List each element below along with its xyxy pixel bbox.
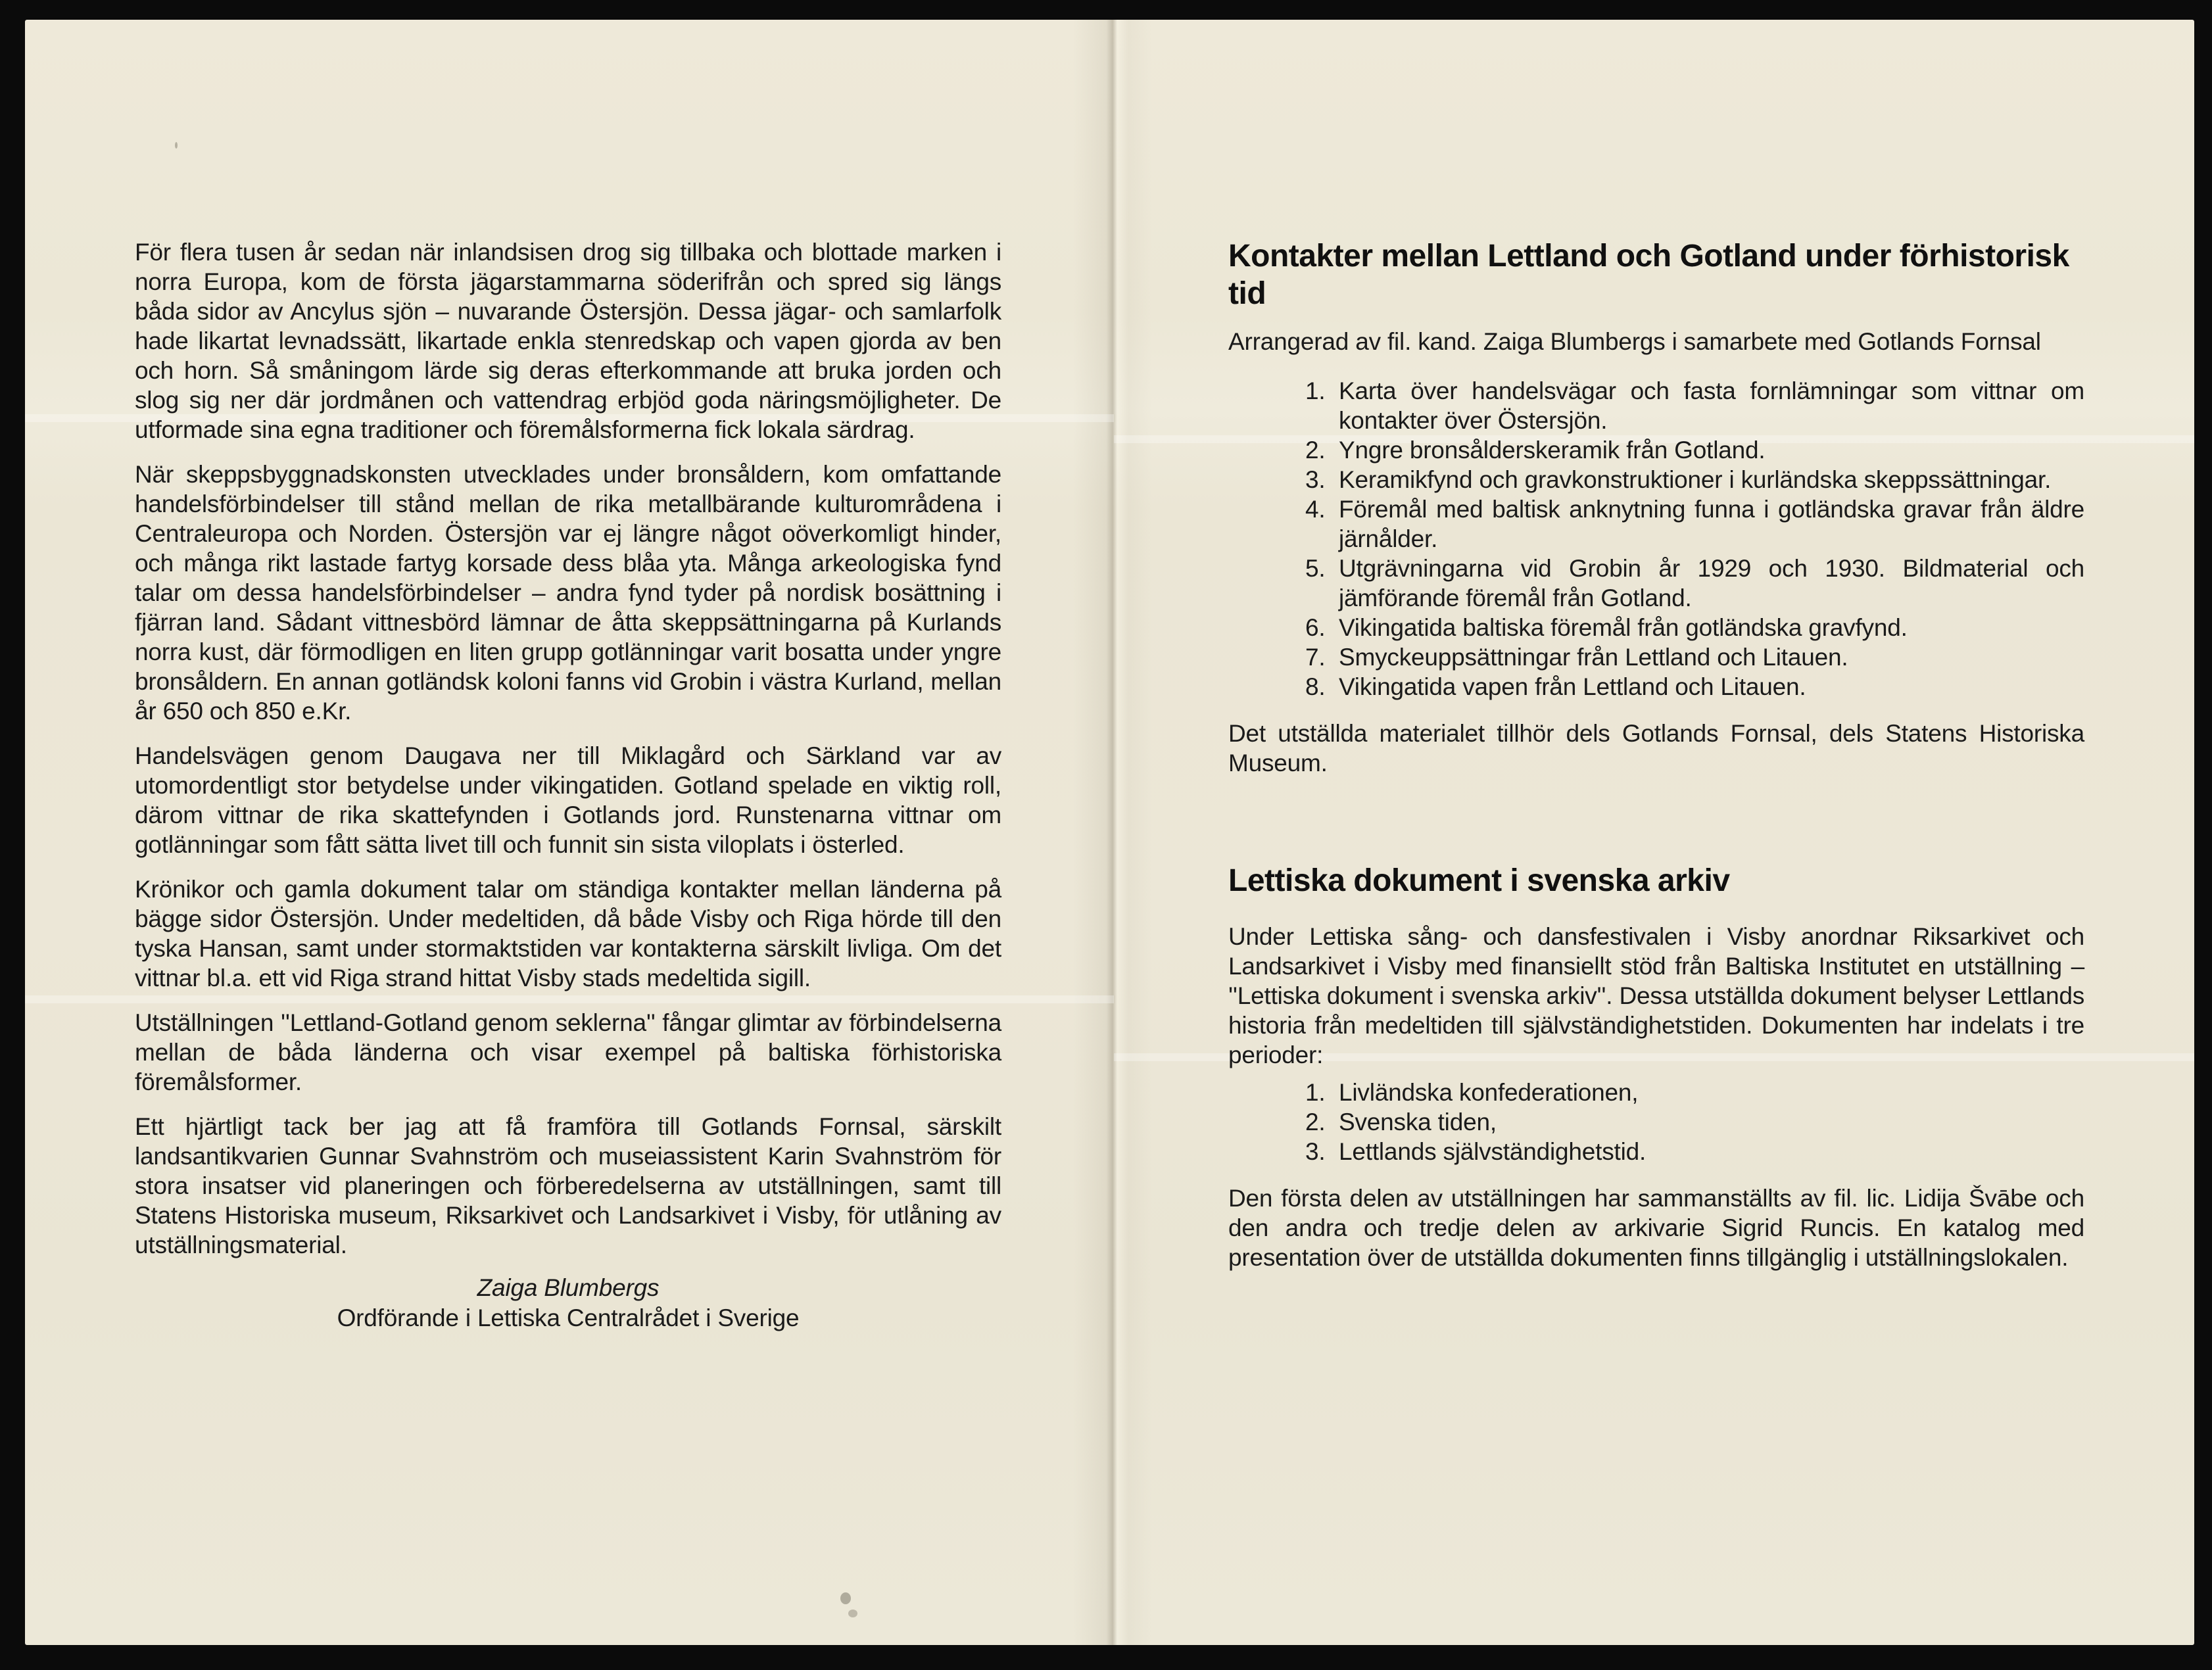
list-item xyxy=(1228,642,2084,672)
document-period-list xyxy=(1228,1078,2084,1166)
list-item-number: 3. xyxy=(1305,1138,1326,1165)
page-left xyxy=(135,237,1001,1333)
list-item xyxy=(1228,376,2084,435)
paragraph-exhibition-overview: Utställningen ''Lettland-Gotland genom seklerna'' fångar glimtar av förbindelserna mellan de båda länderna och visar exempel på baltiska förhistoriska föremålsformer. xyxy=(135,1009,1001,1095)
list-item xyxy=(1228,435,2084,465)
list-item-number: 2. xyxy=(1305,437,1326,464)
documents-outro-paragraph: Den första delen av utställningen har sammanställts av fil. lic. Lidija Švābe och den andra och tredje delen av arkivarie Sigrid Runcis. En katalog med presentation över de utställda dokumenten finns tillgänglig i utställningslokalen. xyxy=(1228,1185,2084,1271)
section-latvian-documents xyxy=(1228,862,2084,1272)
paragraph-viking-trade-route: Handelsvägen genom Daugava ner till Miklagård och Särkland var av utomordentligt stor betydelse under vikingatiden. Gotland spelade en viktig roll, därom vittnar de rika skattefynden i Gotlands jord. Runstenarna vittnar om gotlänningar som fått sätta livet till och funnit sin sista viloplats i österled. xyxy=(135,742,1001,858)
list-item-text: Lettlands självständighetstid. xyxy=(1339,1138,1647,1165)
list-item xyxy=(1228,672,2084,702)
section-heading-documents: Lettiska dokument i svenska arkiv xyxy=(1228,863,1730,898)
list-item-number: 1. xyxy=(1305,1079,1326,1106)
list-item-number: 4. xyxy=(1305,496,1326,523)
list-item xyxy=(1228,1078,2084,1107)
documents-intro-paragraph: Under Lettiska sång- och dansfestivalen i Visby anordnar Riksarkivet och Landsarkivet i Visby med finansiellt stöd från Baltiska Institutet en utställning – ''Lettiska dokument i svenska arkiv''. Dessa utställda dokument belyser Lettlands historia från medeltiden till självständighetstiden. Dokumenten har indelats i tre perioder: xyxy=(1228,923,2084,1068)
list-item-number: 2. xyxy=(1305,1109,1326,1135)
list-item xyxy=(1228,613,2084,642)
list-item xyxy=(1228,554,2084,613)
list-item xyxy=(1228,1137,2084,1166)
list-item-text: Yngre bronsålderskeramik från Gotland. xyxy=(1339,437,1766,464)
scan-speck xyxy=(175,142,178,149)
page-right xyxy=(1228,237,2084,1272)
paragraph-prehistory-intro: För flera tusen år sedan när inlandsisen drog sig tillbaka och blottade marken i norra Europa, kom de första jägarstammarna söderifrån och spred sig längs båda sidor av Ancylus sjön – nuvarande Östersjön. Dessa jägar- och samlarfolk hade likartat levnadssätt, likartade enkla stenredskap och vapen gjorda av ben och horn. Så småningom lärde sig deras efterkommande att bruka jorden och slog sig ner där jordmånen och vattendrag erbjöd goda näringsmöjligheter. De utformade sina egna traditioner och föremålsformerna fick lokala särdrag. xyxy=(135,239,1001,443)
scan-speck xyxy=(848,1610,857,1617)
list-item-number: 6. xyxy=(1305,614,1326,641)
paragraph-bronze-age-trade: När skeppsbyggnadskonsten utvecklades under bronsåldern, kom omfattande handelsförbindelser till stånd mellan de rika metallbärande kulturområdena i Centraleuropa och Norden. Östersjön var ej längre något oöverkomligt hinder, och många rikt lastade fartyg korsade dess blåa yta. Många arkeologiska fynd talar om dessa handelsförbindelser – andra fynd tyder på nordisk bosättning i fjärran land. Sådant vittnesbörd lämnar de åtta skeppsättningarna på Kurlands norra kust, där förmodligen en liten grupp gotlänningar varit bosatta under yngre bronsåldern. En annan gotländsk koloni fanns vid Grobin i västra Kurland, mellan år 650 och 850 e.Kr. xyxy=(135,461,1001,725)
material-ownership-note: Det utställda materialet tillhör dels Gotlands Fornsal, dels Statens Historiska Museum. xyxy=(1228,720,2084,776)
center-fold-crease xyxy=(1073,20,1152,1645)
list-item-number: 7. xyxy=(1305,644,1326,671)
list-item-text: Smyckeuppsättningar från Lettland och Litauen. xyxy=(1339,644,1848,671)
list-item-number: 8. xyxy=(1305,673,1326,700)
list-item xyxy=(1228,465,2084,494)
list-item-number: 1. xyxy=(1305,377,1326,404)
section-prehistoric-contacts xyxy=(1228,237,2084,778)
booklet-spread xyxy=(25,20,2194,1645)
list-item-text: Svenska tiden, xyxy=(1339,1109,1497,1135)
list-item-number: 5. xyxy=(1305,555,1326,582)
signature-name: Zaiga Blumbergs xyxy=(477,1274,660,1301)
list-item xyxy=(1228,1107,2084,1137)
list-item-text: Keramikfynd och gravkonstruktioner i kurländska skeppssättningar. xyxy=(1339,466,2052,493)
list-item-text: Vikingatida baltiska föremål från gotländska gravfynd. xyxy=(1339,614,1908,641)
signature-block xyxy=(135,1273,1001,1333)
scan-speck xyxy=(840,1592,851,1604)
list-item-text: Karta över handelsvägar och fasta fornlämningar som vittnar om kontakter över Östersjön. xyxy=(1339,377,2084,434)
list-item-text: Livländska konfederationen, xyxy=(1339,1079,1639,1106)
signature-title: Ordförande i Lettiska Centralrådet i Sverige xyxy=(337,1304,800,1331)
paragraph-chronicles-hansa: Krönikor och gamla dokument talar om ständiga kontakter mellan länderna på bägge sidor Östersjön. Under medeltiden, då både Visby och Riga hörde till den tyska Hansan, samt under stormaktstiden var kontakterna särskilt livliga. Om det vittnar bl.a. ett vid Riga strand hittat Visby stads medeltida sigill. xyxy=(135,876,1001,991)
exhibit-item-list xyxy=(1228,376,2084,702)
list-item xyxy=(1228,494,2084,554)
section-subtitle-arranger: Arrangerad av fil. kand. Zaiga Blumbergs i samarbete med Gotlands Fornsal xyxy=(1228,328,2041,355)
list-item-number: 3. xyxy=(1305,466,1326,493)
section-heading-contacts: Kontakter mellan Lettland och Gotland under förhistorisk tid xyxy=(1228,239,2069,311)
list-item-text: Utgrävningarna vid Grobin år 1929 och 1930. Bildmaterial och jämförande föremål från Gotland. xyxy=(1339,555,2084,611)
list-item-text: Föremål med baltisk anknytning funna i gotländska gravar från äldre järnålder. xyxy=(1339,496,2084,552)
list-item-text: Vikingatida vapen från Lettland och Litauen. xyxy=(1339,673,1806,700)
paragraph-acknowledgements: Ett hjärtligt tack ber jag att få framföra till Gotlands Fornsal, särskilt landsantikvarien Gunnar Svahnström och museiassistent Karin Svahnström för stora insatser vid planeringen och förberedelserna av utställningen, samt till Statens Historiska museum, Riksarkivet och Landsarkivet i Visby, för utlåning av utställningsmaterial. xyxy=(135,1113,1001,1258)
